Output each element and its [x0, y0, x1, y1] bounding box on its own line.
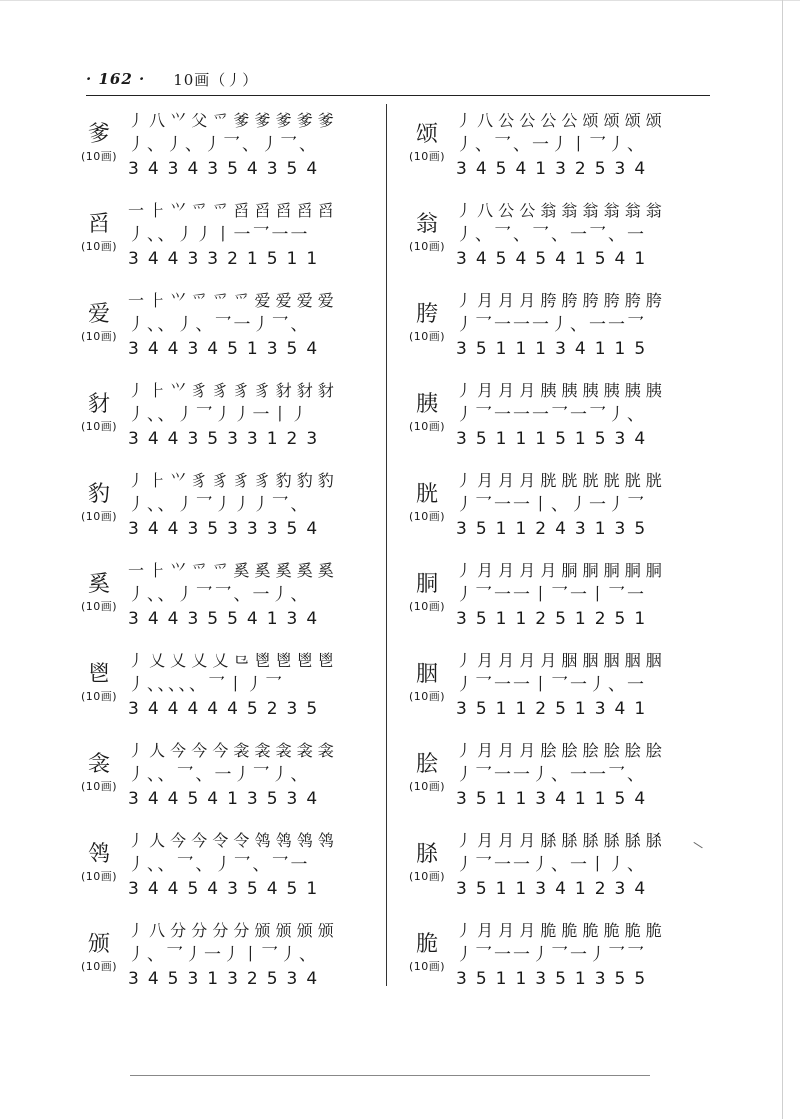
stroke-progression: 丿 月 月 月 脍 脍 脍 脍 脍 脍 [456, 741, 662, 760]
stroke-count-tag: (10画) [408, 150, 446, 163]
stroke-shapes: 丿、丿、丿乛、丿乛、 [128, 135, 318, 155]
stroke-shapes: 丿乛一一丿、一丨丿、 [456, 855, 646, 875]
character: 颂 [415, 122, 438, 147]
stroke-shapes: 丿、、丿乛乛、一丿、 [128, 585, 310, 605]
stroke-shapes: 丿乛一一丨乛一丿、一 [456, 675, 646, 695]
stroke-shapes: 丿、、乛、一丿乛丿、 [128, 765, 310, 785]
character-entry [72, 104, 372, 194]
stroke-count-tag: (10画) [408, 870, 446, 883]
section-title: 10画（丿） [173, 70, 259, 89]
page-header [86, 66, 258, 92]
stroke-count-tag: (10画) [80, 240, 118, 253]
stroke-numbers: 3445413534 [128, 789, 327, 809]
stroke-numbers: 3443554134 [128, 609, 327, 629]
stroke-numbers: 3444445235 [128, 699, 327, 719]
stroke-progression: 丿 八 分 分 分 分 颁 颁 颁 颁 [128, 921, 334, 940]
stroke-count-tag: (10画) [408, 420, 446, 433]
stroke-numbers: 3511151534 [456, 429, 655, 449]
character-entry [400, 644, 700, 734]
stroke-progression: 丿 月 月 月 脆 脆 脆 脆 脆 脆 [456, 921, 662, 940]
stroke-progression: 丿 月 月 月 胯 胯 胯 胯 胯 胯 [456, 291, 662, 310]
right-column [400, 104, 700, 1004]
stroke-count-tag: (10画) [80, 330, 118, 343]
stroke-progression: 丿 ⺊ ⺍ 豸 豸 豸 豸 豹 豹 豹 [128, 471, 334, 490]
character-entry [400, 914, 700, 1004]
stroke-numbers: 3443321511 [128, 249, 327, 269]
stroke-count-tag: (10画) [80, 960, 118, 973]
stroke-progression: 丿 八 公 公 翁 翁 翁 翁 翁 翁 [456, 201, 662, 220]
stroke-count-tag: (10画) [408, 510, 446, 523]
stroke-progression: 丿 月 月 月 胱 胱 胱 胱 胱 胱 [456, 471, 662, 490]
character-entry [400, 194, 700, 284]
character: 胯 [415, 302, 438, 327]
stroke-count-tag: (10画) [80, 780, 118, 793]
stroke-shapes: 丿乛一一一乛一乛丿、 [456, 405, 646, 425]
stroke-shapes: 丿乛一一丨乛一丨乛一 [456, 585, 646, 605]
stroke-numbers: 3443533354 [128, 519, 327, 539]
stroke-numbers: 3511341154 [456, 789, 655, 809]
stroke-numbers: 3511251251 [456, 609, 655, 629]
character: 脍 [415, 752, 438, 777]
character: 鸰 [87, 842, 110, 867]
character-entry [400, 104, 700, 194]
stroke-shapes: 丿、乛丿一丿丨乛丿、 [128, 945, 318, 965]
character-entry [400, 824, 700, 914]
stroke-shapes: 丿、、、、、乛丨丿乛 [128, 675, 284, 695]
character-entry [72, 374, 372, 464]
stroke-shapes: 丿、、丿、乛一丿乛、 [128, 315, 310, 335]
character: 胱 [415, 482, 438, 507]
stroke-numbers: 3511351355 [456, 969, 655, 989]
character-entry [72, 914, 372, 1004]
character-entry [400, 374, 700, 464]
stroke-count-tag: (10画) [408, 240, 446, 253]
character: 脆 [415, 932, 438, 957]
character-entry [400, 554, 700, 644]
stroke-progression: 丿 八 ⺍ 父 爫 爹 爹 爹 爹 爹 [128, 111, 334, 130]
stroke-progression: 丿 月 月 月 脎 脎 脎 脎 脎 脎 [456, 831, 662, 850]
stroke-numbers: 3511243135 [456, 519, 655, 539]
character: 脎 [415, 842, 438, 867]
character: 奚 [87, 572, 110, 597]
stroke-count-tag: (10画) [80, 510, 118, 523]
stroke-count-tag: (10画) [80, 150, 118, 163]
stroke-count-tag: (10画) [408, 330, 446, 343]
stroke-shapes: 丿乛一一丨、丿一丿乛 [456, 495, 646, 515]
stroke-progression: 丿 八 公 公 公 公 颂 颂 颂 颂 [456, 111, 662, 130]
character-entry [72, 194, 372, 284]
stroke-count-tag: (10画) [80, 600, 118, 613]
character-entry [72, 644, 372, 734]
stroke-numbers: 3511341234 [456, 879, 655, 899]
character: 胰 [415, 392, 438, 417]
scan-mark: \ [691, 838, 705, 852]
character: 翁 [415, 212, 438, 237]
stroke-count-tag: (10画) [408, 600, 446, 613]
stroke-count-tag: (10画) [80, 870, 118, 883]
stroke-numbers: 3445435451 [128, 879, 327, 899]
character-entry [72, 824, 372, 914]
character-entry [72, 284, 372, 374]
stroke-shapes: 丿乛一一丿乛一丿乛乛 [456, 945, 646, 965]
stroke-progression: 丿 月 月 月 月 胴 胴 胴 胴 胴 [456, 561, 662, 580]
stroke-progression: 丿 月 月 月 胰 胰 胰 胰 胰 胰 [456, 381, 662, 400]
character: 鬯 [87, 662, 110, 687]
stroke-count-tag: (10画) [80, 420, 118, 433]
stroke-numbers: 3454541541 [456, 249, 655, 269]
column-divider [386, 104, 387, 986]
scan-top-edge [0, 0, 800, 1]
footer-rule [130, 1075, 650, 1076]
stroke-progression: 一 ⺊ ⺍ 爫 爫 爫 爱 爱 爱 爱 [128, 291, 334, 310]
character-entry [72, 554, 372, 644]
character: 豺 [87, 392, 110, 417]
stroke-progression: 丿 ⺊ ⺍ 豸 豸 豸 豸 豺 豺 豺 [128, 381, 334, 400]
stroke-progression: 丿 月 月 月 月 胭 胭 胭 胭 胭 [456, 651, 662, 670]
stroke-progression: 一 ⺊ ⺍ 爫 爫 舀 舀 舀 舀 舀 [128, 201, 334, 220]
character: 爹 [87, 122, 110, 147]
character-entry [400, 464, 700, 554]
character: 胴 [415, 572, 438, 597]
stroke-shapes: 丿、乛、乛、一乛、一 [456, 225, 646, 245]
stroke-count-tag: (10画) [408, 960, 446, 973]
stroke-shapes: 丿、、乛、丿乛、乛一 [128, 855, 310, 875]
character-entry [400, 734, 700, 824]
stroke-numbers: 3443533123 [128, 429, 327, 449]
character: 爱 [87, 302, 110, 327]
stroke-numbers: 3511134115 [456, 339, 655, 359]
stroke-count-tag: (10画) [408, 780, 446, 793]
scan-right-edge [782, 0, 783, 1119]
character: 胭 [415, 662, 438, 687]
stroke-numbers: 3443451354 [128, 339, 327, 359]
stroke-numbers: 3453132534 [128, 969, 327, 989]
left-column [72, 104, 372, 1004]
stroke-count-tag: (10画) [80, 690, 118, 703]
character: 颁 [87, 932, 110, 957]
stroke-numbers: 3511251341 [456, 699, 655, 719]
character: 衾 [87, 752, 110, 777]
character-entry [72, 464, 372, 554]
stroke-shapes: 丿、、丿乛丿丿一丨丿 [128, 405, 310, 425]
stroke-shapes: 丿、、丿乛丿丿丿乛、 [128, 495, 310, 515]
character-entry [400, 284, 700, 374]
character: 豹 [87, 482, 110, 507]
stroke-shapes: 丿乛一一丿、一一乛、 [456, 765, 646, 785]
stroke-shapes: 丿、、丿丿丨一乛一一 [128, 225, 310, 245]
stroke-progression: 一 ⺊ ⺍ 爫 爫 奚 奚 奚 奚 奚 [128, 561, 334, 580]
stroke-shapes: 丿乛一一一丿、一一乛 [456, 315, 646, 335]
stroke-progression: 丿 人 今 今 今 衾 衾 衾 衾 衾 [128, 741, 334, 760]
stroke-shapes: 丿、乛、一丿丨乛丿、 [456, 135, 646, 155]
stroke-progression: 丿 乂 乂 乂 乂 ⺋ 鬯 鬯 鬯 鬯 [128, 651, 334, 670]
header-rule [86, 95, 710, 96]
stroke-numbers: 3454132534 [456, 159, 655, 179]
stroke-numbers: 3434354354 [128, 159, 327, 179]
stroke-count-tag: (10画) [408, 690, 446, 703]
character: 舀 [87, 212, 110, 237]
stroke-progression: 丿 人 今 今 令 令 鸰 鸰 鸰 鸰 [128, 831, 334, 850]
character-entry [72, 734, 372, 824]
page-number: · 162 · [86, 70, 146, 88]
